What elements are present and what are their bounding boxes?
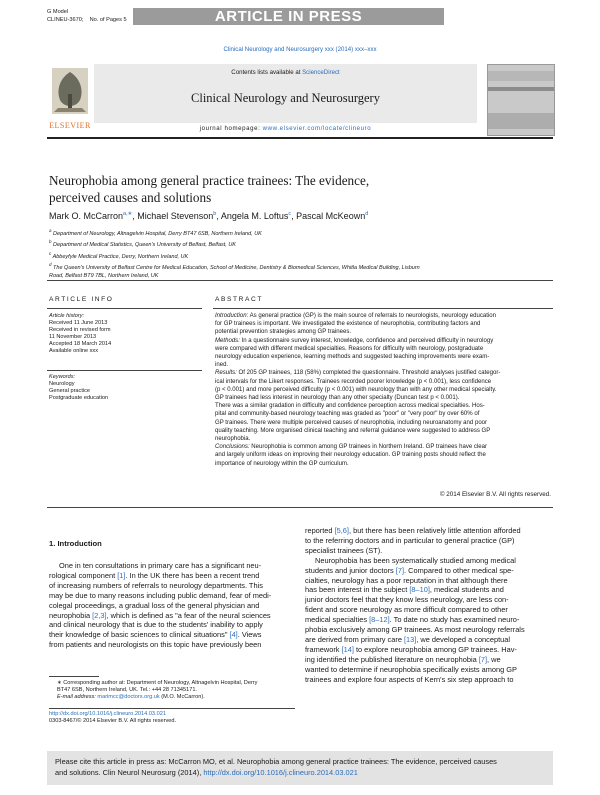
body-line xyxy=(305,546,553,556)
abstract-subheading: Introduction: xyxy=(215,313,249,319)
abstract-subheading: Methods: xyxy=(215,337,240,344)
footer-citation-line-1: Please cite this article in press as: McCarron MO, et al. Neurophobia among general practice trainees: The evidence, perceived causes xyxy=(55,757,497,766)
abstract-line xyxy=(215,435,553,443)
body-text: wanted to determine if neurophobia specifically exists among GP xyxy=(305,664,517,674)
author-affiliation-marker[interactable]: b xyxy=(213,211,217,217)
footnote-rule xyxy=(49,676,99,677)
article-title-line-2: perceived causes and solutions xyxy=(49,190,212,205)
abstract-text: quality teaching. More organised clinical teaching and referral guidance were suggested to address GP xyxy=(215,427,491,434)
body-text: , but there has been relatively little attention afforded xyxy=(348,526,521,535)
issn-line: 0303-8467/© 2014 Elsevier B.V. All rights reserved. xyxy=(49,718,177,724)
body-text: Neurophobia has been systematically studied among medical xyxy=(315,555,516,565)
author-separator: , xyxy=(291,211,297,221)
abstract-line xyxy=(215,337,553,345)
affiliation-line xyxy=(49,261,420,272)
body-text: , medical students and xyxy=(429,585,504,595)
abstract-text: In a questionnaire survey interest, knowledge, confidence and perceived difficulty in neurology xyxy=(239,337,494,344)
body-right-column xyxy=(305,526,553,685)
abstract-bottom-rule xyxy=(47,507,553,508)
body-line xyxy=(49,630,295,640)
affiliation-text: Abbeyfyle Medical Practice, Derry, Northern Ireland, UK xyxy=(52,253,189,260)
body-text: junior doctors feel that they know less neurology, are less con- xyxy=(305,595,509,605)
abstract-text: GP trainees. There were multiple perceived causes of neurophobia, including neuroanatomy and poor xyxy=(215,419,488,426)
abstract-line xyxy=(215,394,553,402)
body-text: to explore neurophobia among GP trainees. Hav- xyxy=(353,644,517,654)
body-line xyxy=(305,526,553,536)
section-heading-introduction: 1. Introduction xyxy=(49,539,102,548)
body-left-column xyxy=(49,561,295,650)
abstract-line xyxy=(215,320,553,328)
publisher-name: ELSEVIER xyxy=(49,121,91,130)
abstract-text: Neurophobia is common among GP trainees in Northern Ireland. GP trainees have clear xyxy=(249,444,488,451)
body-text: are derived from primary care xyxy=(305,634,404,644)
keywords-rule xyxy=(47,370,202,371)
affiliation-line xyxy=(49,238,420,249)
journal-title: Clinical Neurology and Neurosurgery xyxy=(191,91,380,105)
body-text: . Compared to other medical spe- xyxy=(404,565,514,575)
body-line xyxy=(305,655,553,665)
abstract-rule xyxy=(213,308,553,309)
abstract-text: neurophobia. xyxy=(215,436,251,443)
author-separator: , xyxy=(216,211,221,221)
body-text: their knowledge of basic sciences to clinical situations" xyxy=(49,630,230,640)
abstract-text: and largely uniform ideas on improving their neurology education. GP training posts should reflect the xyxy=(215,452,486,459)
author-separator: , xyxy=(132,211,138,221)
affiliation-marker: a xyxy=(49,228,52,233)
correspondence-line-2: BT47 6SB, Northern Ireland, UK. Tel.: +44 28 71345171. xyxy=(57,687,197,693)
body-line xyxy=(49,571,295,581)
article-title-line-1: Neurophobia among general practice trainees: The evidence, xyxy=(49,173,370,188)
abstract-heading: ABSTRACT xyxy=(215,296,263,303)
abstract-text: potential prevention strategies among GP trainees. xyxy=(215,329,352,336)
abstract-line xyxy=(215,312,553,320)
author-affiliation-marker[interactable]: a,∗ xyxy=(123,211,133,217)
keyword: Postgraduate education xyxy=(49,395,109,401)
manuscript-code: CLINEU-3670; No. of Pages 5 xyxy=(47,17,127,23)
sciencedirect-link[interactable]: ScienceDirect xyxy=(302,69,340,76)
body-text: trainees and explore four aspects of Kern's six step approach to xyxy=(305,674,514,684)
abstract-line xyxy=(215,378,553,386)
keyword: General practice xyxy=(49,388,91,394)
abstract-text: ical intervals for the Likert responses. Trainees recorded poorer knowledge (p < 0.001), less confidence xyxy=(215,378,492,385)
body-text: phobia exclusively among GP trainees. As most neurology referrals xyxy=(305,625,525,635)
journal-cover-thumbnail xyxy=(487,64,555,136)
body-line xyxy=(305,665,553,675)
abstract-text: pital and community-based neurology teaching was graded as "poor" or "very poor" by over 60% of xyxy=(215,411,480,418)
body-line xyxy=(49,581,295,591)
body-text: . In the UK there has been a recent trend xyxy=(125,570,260,580)
body-text: . Views xyxy=(237,630,262,640)
body-text: reported xyxy=(305,526,335,535)
citation-link[interactable]: [14] xyxy=(341,644,354,654)
history-entry: Received 11 June 2013 xyxy=(49,320,108,326)
body-text: ing identified the published literature on neurophobia xyxy=(305,654,479,664)
abstract-line xyxy=(215,402,553,410)
body-line xyxy=(305,576,553,586)
abstract-subheading: Conclusions: xyxy=(215,444,250,451)
email-label: E-mail address: xyxy=(57,694,96,700)
affiliation-list xyxy=(49,227,420,280)
body-text: medical specialties xyxy=(305,615,370,625)
body-text: may be due to many reasons including public demand, fear of medi- xyxy=(49,590,272,600)
body-line xyxy=(305,615,553,625)
doi-rule xyxy=(49,708,295,709)
correspondence-line-1: ∗ Corresponding author at: Department of Neurology, Altnagelvin Hospital, Derry xyxy=(57,680,258,686)
body-text: , we developed a conceptual xyxy=(416,634,510,644)
abstract-line xyxy=(215,328,553,336)
author-affiliation-marker[interactable]: d xyxy=(365,211,369,217)
abstract-subheading: Results: xyxy=(215,370,237,377)
body-text: students and junior doctors xyxy=(305,565,396,575)
history-entry: Available online xxx xyxy=(49,348,99,354)
affiliation-rule xyxy=(47,280,553,281)
affiliation-marker: b xyxy=(49,239,52,245)
journal-citation-line[interactable]: Clinical Neurology and Neurosurgery xxx (2014) xxx–xxx xyxy=(223,46,377,53)
body-line xyxy=(305,585,553,595)
citation-link[interactable]: [8–12] xyxy=(369,615,390,625)
affiliation-text: Road, Belfast BT9 7BL, Northern Ireland, UK xyxy=(49,272,159,279)
footer-citation-line-2: and solutions. Clin Neurol Neurosurg (2014), xyxy=(55,768,202,777)
body-text: fident and score neurology as more difficult compared to other xyxy=(305,605,508,615)
abstract-line xyxy=(215,427,553,435)
body-line xyxy=(305,595,553,605)
citation-link[interactable]: [7] xyxy=(478,654,488,664)
affiliation-line xyxy=(49,250,420,261)
abstract-text: were compared with different medical specialties. Reasons for difficulty with neurology, postgraduate xyxy=(215,345,484,352)
article-title xyxy=(49,172,369,206)
citation-link[interactable]: [7] xyxy=(395,565,405,575)
body-line xyxy=(49,601,295,611)
abstract-text: Of 205 GP trainees, 118 (58%) completed the questionnaire. Threshold analyses justified categor- xyxy=(236,370,501,377)
keyword: Neurology xyxy=(49,381,75,387)
abstract-text: for GP trainees is important. We investigated the existence of neurophobia, contributing factors and xyxy=(215,321,481,328)
correspondence-footnote xyxy=(57,680,297,701)
abstract-text: importance of neurology within the GP curriculum. xyxy=(215,460,349,467)
citation-link[interactable]: [8–10] xyxy=(409,585,430,595)
affiliation-text: Department of Neurology, Altnagelvin Hospital, Derry BT47 6SB, Northern Ireland, UK xyxy=(53,230,262,237)
article-history xyxy=(49,313,111,355)
abstract-line xyxy=(215,451,553,459)
keywords-label: Keywords: xyxy=(49,374,76,380)
body-text: , we xyxy=(487,654,501,664)
abstract-line xyxy=(215,353,553,361)
abstract-line xyxy=(215,369,553,377)
header-rule xyxy=(47,137,553,139)
page-count: No. of Pages 5 xyxy=(89,17,127,23)
keywords xyxy=(49,374,108,402)
affiliation-marker: c xyxy=(49,250,52,256)
abstract-line xyxy=(215,345,553,353)
manuscript-id-label: G Model xyxy=(47,9,69,15)
history-entry: Accepted 18 March 2014 xyxy=(49,341,112,347)
body-text: colegal proceedings, a gradual loss of the general physician and xyxy=(49,600,260,610)
abstract-text: There was a similar gradation in difficulty and confidence perception across medical specialties. Hos- xyxy=(215,403,485,410)
citation-link[interactable]: [4] xyxy=(229,630,238,640)
author-affiliation-marker[interactable]: c xyxy=(288,211,292,217)
abstract-line xyxy=(215,419,553,427)
body-line xyxy=(305,625,553,635)
citation-link[interactable]: [5,6] xyxy=(334,526,349,535)
journal-homepage-link[interactable]: www.elsevier.com/locate/clineuro xyxy=(262,125,372,132)
citation-link[interactable]: [2,3] xyxy=(92,610,107,620)
history-label: Article history: xyxy=(49,313,85,319)
body-text: cialties, neurology has a poor reputation in that although there xyxy=(305,575,508,585)
footer-doi-link[interactable]: http://dx.doi.org/10.1016/j.clineuro.2014.03.021 xyxy=(203,768,358,777)
body-text: , which is defined as "a fear of the neural sciences xyxy=(106,610,271,620)
author-name: Michael Stevenson xyxy=(137,211,214,221)
abstract-text: As general practice (GP) is the main source of referrals to neurologists, neurology education xyxy=(248,313,496,319)
body-text: of increasing numbers of referrals to neurology departments. This xyxy=(49,580,263,590)
abstract-body xyxy=(215,312,553,468)
abstract-line xyxy=(215,410,553,418)
contents-availability: Contents lists available at ScienceDirect xyxy=(231,69,340,76)
history-entry: Received in revised form xyxy=(49,327,111,333)
article-info-rule xyxy=(47,308,202,309)
body-text: framework xyxy=(305,644,342,654)
abstract-line xyxy=(215,460,553,468)
body-text: . To date no study has examined neuro- xyxy=(389,615,520,625)
body-line xyxy=(49,640,295,650)
body-line xyxy=(305,675,553,685)
body-text: One in ten consultations in primary care has a significant neu- xyxy=(59,561,262,570)
abstract-text: (p < 0.001) and more perceived difficulty (p < 0.001) with neurology than with any other medical specialty. xyxy=(215,386,497,393)
body-text: has been interest in the subject xyxy=(305,585,410,595)
citation-link[interactable]: [1] xyxy=(117,570,126,580)
email-suffix: (M.O. McCarron). xyxy=(161,694,205,700)
abstract-line xyxy=(215,443,553,451)
author-name: Mark O. McCarron xyxy=(49,211,124,221)
doi-link[interactable]: http://dx.doi.org/10.1016/j.clineuro.2014.03.021 xyxy=(49,711,166,717)
citation-link[interactable]: [13] xyxy=(403,634,417,644)
abstract-text: ined. xyxy=(215,362,229,369)
body-line xyxy=(305,536,553,546)
body-text: to the referring doctors and in particular to general practice (GP) xyxy=(305,535,515,545)
affiliation-marker: d xyxy=(49,262,52,268)
body-text: specialist trainees (ST). xyxy=(305,545,383,555)
body-text: rological component xyxy=(49,570,118,580)
affiliation-text: Department of Medical Statistics, Queen's University of Belfast, Belfast, UK xyxy=(53,242,236,249)
body-line xyxy=(49,561,295,571)
body-text: from patients and neurologists on this topic have previously been xyxy=(49,640,262,650)
author-name: Angela M. Loftus xyxy=(220,211,289,221)
affiliation-line xyxy=(49,227,420,238)
author-email-link[interactable]: marimcc@doctors.org.uk xyxy=(97,694,160,700)
journal-header-band xyxy=(94,64,477,123)
body-line xyxy=(49,611,295,621)
citation-footer xyxy=(47,751,553,785)
journal-homepage: journal homepage: www.elsevier.com/locate/clineuro xyxy=(199,125,372,132)
elsevier-logo xyxy=(46,64,94,134)
article-info-heading: ARTICLE INFO xyxy=(49,296,114,303)
body-line xyxy=(49,620,295,630)
abstract-line xyxy=(215,386,553,394)
body-line xyxy=(49,591,295,601)
article-in-press-banner: ARTICLE IN PRESS xyxy=(133,8,444,25)
abstract-text: neurology education experience, learning methods and suggested teaching improvements were exam- xyxy=(215,354,490,361)
body-line xyxy=(305,566,553,576)
affiliation-text: The Queen's University of Belfast Centre for Medical Education, School of Medicine, Dentistry & Biomedical Sciences, Whitla Medical Building, Lisburn xyxy=(53,265,420,272)
history-entry: 11 November 2013 xyxy=(49,334,97,340)
abstract-line xyxy=(215,361,553,369)
doi-block xyxy=(49,711,176,725)
body-text: neurophobia xyxy=(49,610,93,620)
body-line xyxy=(305,635,553,645)
body-line xyxy=(305,556,553,566)
author-name: Pascal McKeown xyxy=(296,211,366,221)
copyright-notice: © 2014 Elsevier B.V. All rights reserved. xyxy=(439,491,551,498)
author-list xyxy=(49,211,368,221)
abstract-text: GP trainees had less interest in neurology than any other specialty (Duncan test p < 0.001). xyxy=(215,395,460,402)
body-line xyxy=(305,605,553,615)
body-line xyxy=(305,645,553,655)
body-text: and clinical neurology that is due to the students' inability to apply xyxy=(49,620,263,630)
